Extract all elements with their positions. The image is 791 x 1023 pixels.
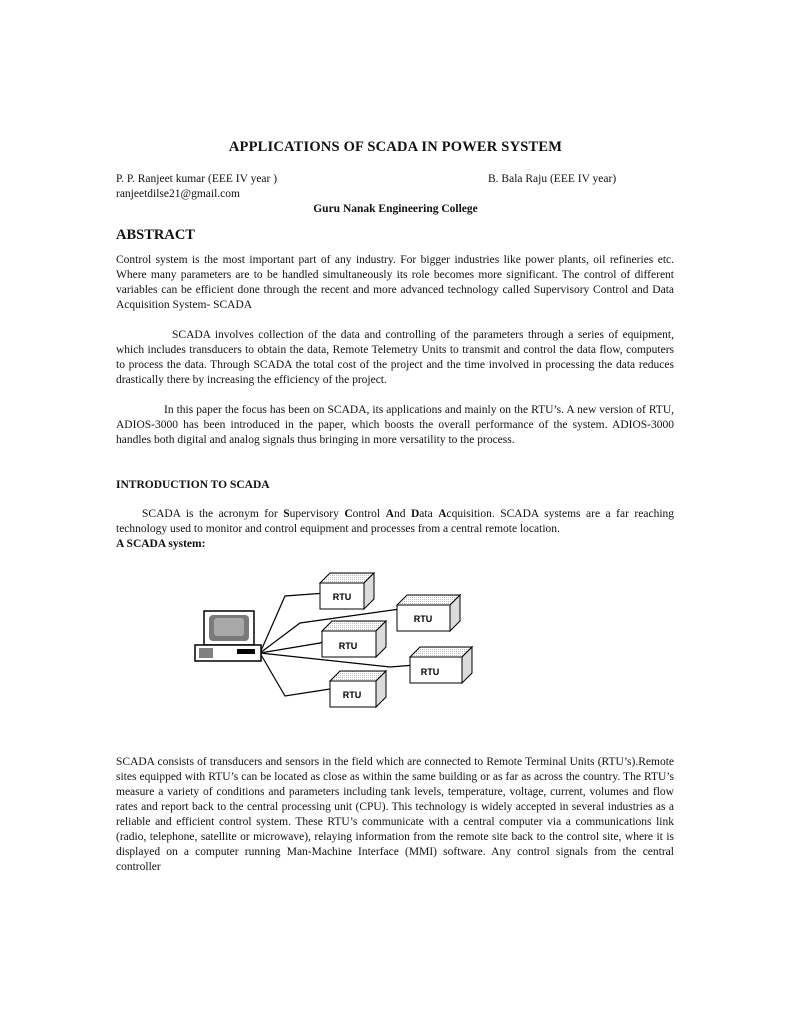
rtu-box-5 — [330, 671, 386, 707]
intro-paragraph-2 — [116, 755, 674, 875]
rtu-label-1: RTU — [332, 592, 352, 602]
intro-heading: INTRODUCTION TO SCADA — [116, 479, 270, 491]
scada-diagram — [190, 563, 480, 713]
abstract-p2-text: SCADA involves collection of the data and controlling of the parameters through a series of equipment, which includes transducers to obtain the data, Remote Telemetry Units to transmit and control the data flow, computers to process the data. Through SCADA the total cost of the project and the time involved in processing the data reduces drastically there by increasing the efficiency of the project. — [116, 329, 674, 386]
paper-title: APPLICATIONS OF SCADA IN POWER SYSTEM — [228, 139, 563, 155]
computer-icon — [195, 611, 261, 661]
rtu-box-2 — [397, 595, 460, 631]
intro-p1-pre: SCADA is the acronym for — [142, 508, 284, 520]
acronym-s: S — [283, 508, 290, 520]
rtu-label-3: RTU — [338, 641, 358, 651]
intro-p1-text — [116, 507, 674, 537]
rtu-label-2: RTU — [413, 614, 433, 624]
scada-system-subheading: A SCADA system: — [116, 538, 206, 550]
acronym-w3: nd — [393, 508, 411, 520]
acronym-w4: ata — [419, 508, 439, 520]
abstract-p1-text: Control system is the most important part of any industry. For bigger industries like power plants, oil refineries etc. Where many parameters are to be handled simultaneously its role becomes more significant. The control of different variables can be efficient done through the recent and more advanced technology called Supervisory Control and Data Acquisition System- SCADA — [116, 254, 674, 311]
acronym-a: A — [385, 508, 394, 520]
author-2: B. Bala Raju (EEE IV year) — [488, 173, 617, 185]
intro-p2-text: SCADA consists of transducers and sensors in the field which are connected to Remote Terminal Units (RTU’s).Remote sites equipped with RTU’s can be located as close as within the same building or as far as across the country. The RTU’s measure a variety of conditions and parameters including tank levels, temperature, voltage, current, volumes and flow rates and report back to the central processing unit (CPU). This technology is widely accepted in several industries as a reliable and efficient control system. These RTU’s communicate with a central computer via a communications link (radio, telephone, satellite or microwave), relaying information from the remote site back to the control site, where it is displayed on a computer running Man-Machine Interface (MMI) software. Any control signals from the central controller — [116, 756, 674, 873]
abstract-p3-text: In this paper the focus has been on SCADA, its applications and mainly on the RTU’s. A new version of RTU, ADIOS-3000 has been introduced in the paper, which boosts the overall performance of the system. ADIOS-3000 handles both digital and analog signals thus bringing in more versatility to the process. — [116, 404, 674, 446]
rtu-boxes — [320, 573, 472, 707]
acronym-w1: upervisory — [289, 508, 345, 520]
intro-paragraph-1 — [116, 507, 674, 537]
abstract-heading: ABSTRACT — [116, 227, 195, 243]
author-email: ranjeetdilse21@gmail.com — [116, 188, 240, 200]
abstract-paragraph-3 — [116, 403, 674, 448]
abstract-paragraph-1 — [116, 253, 674, 313]
author-1: P. P. Ranjeet kumar (EEE IV year ) — [116, 173, 278, 185]
rtu-label-4: RTU — [420, 667, 440, 677]
rtu-box-3 — [322, 621, 386, 657]
acronym-c: C — [344, 508, 353, 520]
affiliation: Guru Nanak Engineering College — [313, 203, 478, 215]
acronym-a2: A — [438, 508, 447, 520]
intro-p1-post: cquisition. SCADA systems are a far reaching technology used to monitor and control equipment and processes from a central remote location. — [116, 508, 675, 535]
abstract-paragraph-2 — [116, 328, 674, 388]
rtu-label-5: RTU — [342, 690, 362, 700]
acronym-w2: ontrol — [352, 508, 386, 520]
rtu-box-1 — [320, 573, 374, 609]
rtu-box-4 — [410, 647, 472, 683]
acronym-d: D — [410, 508, 420, 520]
